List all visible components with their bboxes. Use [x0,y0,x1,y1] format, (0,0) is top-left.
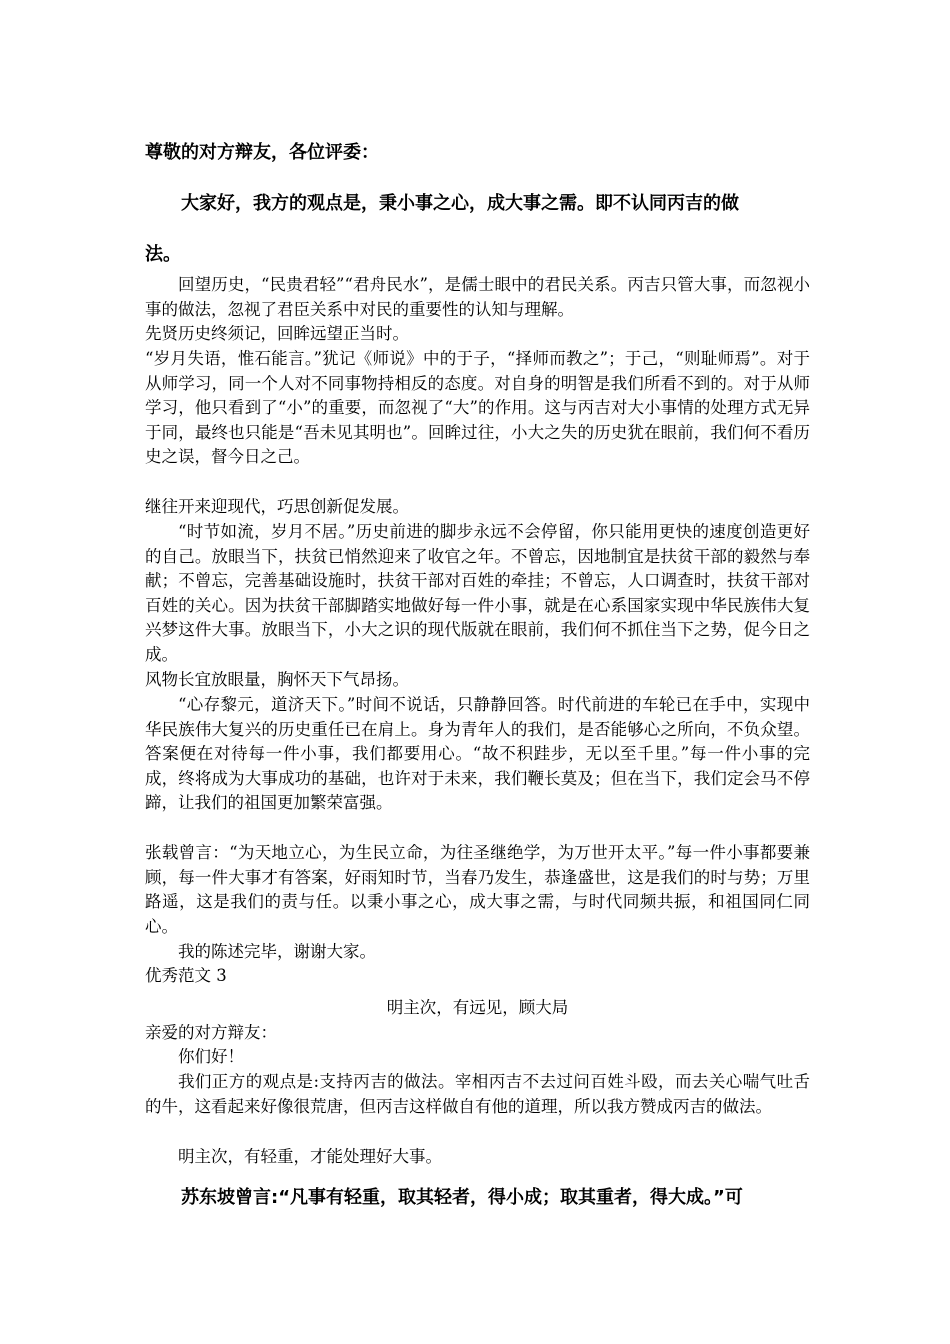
sample-label: 优秀范文 3 [145,966,227,985]
section-heading-history: 先贤历史终须记，回眸远望正当时。 [145,324,409,343]
paragraph-vision: “心存黎元，道济天下。”时间不说话，只静静回答。时代前进的车轮已在手中，实现中华民族伟大复兴的历史重任已在肩上。身为青年人的我们，是否能够心之所向，不负众望。答案便在对待每一件小事，我们都要用心。“故不积跬步，无以至千里。”每一件小事的完成，终将成为大事成功的基础，也许对于未来，我们鞭长莫及；但在当下，我们定会马不停蹄，让我们的祖国更加繁荣富强。 [145,695,810,813]
sample-title: 明主次，有远见，顾大局 [386,998,569,1017]
paragraph-modern: “时节如流，岁月不居。”历史前进的脚步永远不会停留，你只能用更快的速度创造更好的自己。放眼当下，扶贫已悄然迎来了收官之年。不曾忘，因地制宜是扶贫干部的毅然与奉献；不曾忘，完善基础设施时，扶贫干部对百姓的牵挂；不曾忘，人口调查时，扶贫干部对百姓的关心。因为扶贫干部脚踏实地做好每一件小事，就是在心系国家实现中华民族伟大复兴梦这件大事。放眼当下，小大之识的现代版就在眼前，我们何不抓住当下之势，促今日之成。 [145,522,810,664]
paragraph-history: 回望历史，“民贵君轻”“君舟民水”，是儒士眼中的君民关系。丙吉只管大事，而忽视小事的做法，忽视了君臣关系中对民的重要性的认知与理解。 [145,275,810,319]
closing-line: 我的陈述完毕，谢谢大家。 [178,942,376,961]
greeting-line: 你们好！ [178,1047,244,1066]
section-heading-priority: 明主次，有轻重，才能处理好大事。 [178,1147,442,1166]
paragraph-teacher: “岁月失语，惟石能言。”犹记《师说》中的于子，“择师而教之”；于己，“则耻师焉”。对于从师学习，同一个人对不同事物持相反的态度。对自身的明智是我们所看不到的。对于从师学习，他只看到了“小”的重要，而忽视了“大”的作用。这与丙吉对大小事情的处理方式无异于同，最终也只能是“吾未见其明也”。回眸过往，小大之失的历史犹在眼前，我们何不看历史之误，督今日之己。 [145,349,810,467]
paragraph-zhangzai: 张载曾言：“为天地立心，为生民立命，为往圣继绝学，为万世开太平。”每一件小事都要兼顾，每一件大事才有答案，好雨知时节，当春乃发生，恭逢盛世，这是我们的时与势；万里路遥，这是我们的责与任。以秉小事之心，成大事之需，与时代同频共振，和祖国同仁同心。 [145,843,810,936]
paragraph-position: 我们正方的观点是:支持丙吉的做法。宰相丙吉不去过问百姓斗殴，而去关心喘气吐舌的牛，这看起来好像很荒唐，但丙吉这样做自有他的道理，所以我方赞成丙吉的做法。 [145,1072,810,1116]
opening-line-end: 法。 [145,244,181,265]
section-heading-vision: 风物长宜放眼量，胸怀天下气昂扬。 [145,670,409,689]
last-line: 苏东坡曾言:“凡事有轻重，取其轻者，得小成；取其重者，得大成。”可 [181,1187,743,1208]
opening-line: 大家好，我方的观点是，秉小事之心，成大事之需。即不认同丙吉的做 [181,193,739,214]
salutation-second: 亲爱的对方辩友： [145,1023,277,1042]
salutation-heading: 尊敬的对方辩友，各位评委： [145,142,379,163]
section-heading-modern: 继往开来迎现代，巧思创新促发展。 [145,497,409,516]
